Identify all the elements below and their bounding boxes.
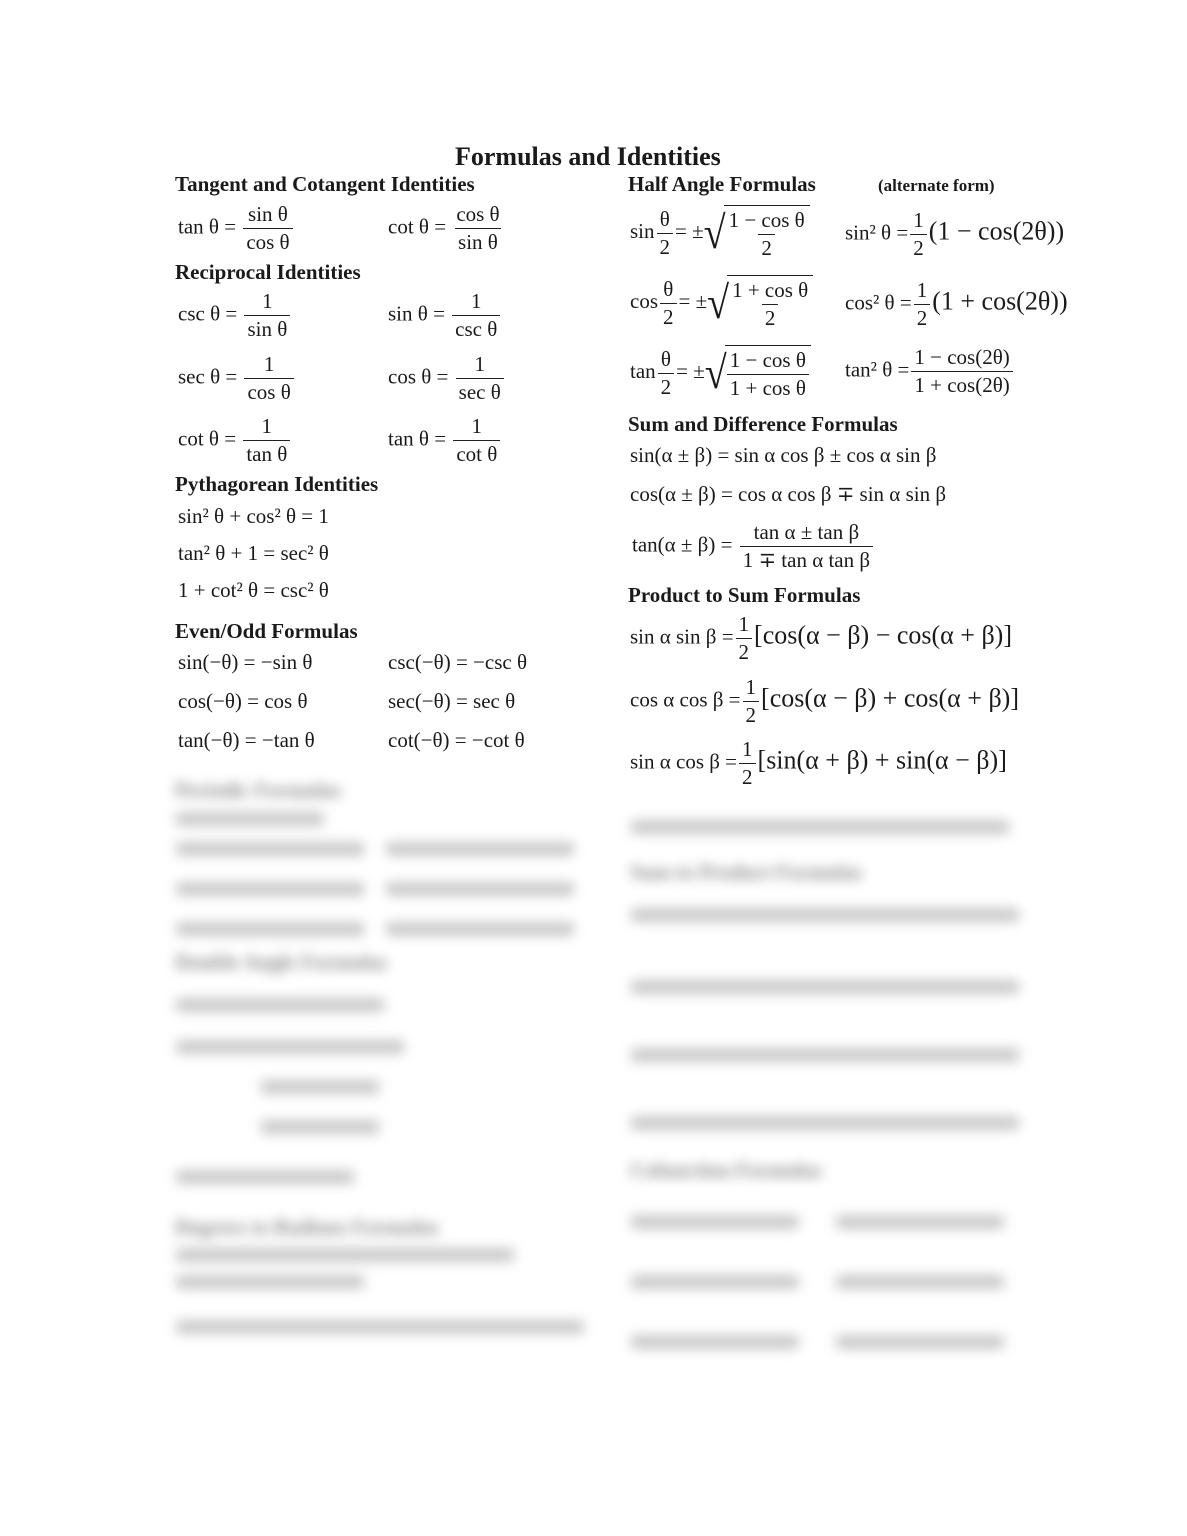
- denominator: 2: [743, 701, 760, 728]
- formula-cot-reciprocal: [178, 414, 292, 467]
- blurred-heading-degrees-radians: Degrees to Radians Formulas: [175, 1215, 439, 1239]
- numerator: 1: [471, 414, 483, 438]
- formula-lhs: cos θ =: [388, 364, 449, 389]
- denominator: cos θ: [244, 378, 293, 405]
- denominator: 2: [739, 763, 756, 790]
- denominator: 2: [910, 234, 927, 261]
- numerator: 1: [474, 352, 485, 376]
- formula-tan-quotient: [178, 202, 295, 255]
- numerator: 1: [742, 737, 753, 761]
- formula-even-odd-cos: cos(−θ) = cos θ: [178, 689, 308, 713]
- formula-lhs: cos α cos β =: [630, 687, 741, 712]
- formula-cot-quotient: [388, 202, 505, 255]
- numerator: 1: [263, 352, 275, 376]
- denominator: 1 ∓ tan α tan β: [740, 546, 873, 573]
- formula-half-angle-cos: [630, 275, 813, 331]
- numerator: θ: [659, 206, 670, 231]
- numerator: θ: [663, 276, 674, 301]
- formula-half-angle-sin: [630, 205, 810, 261]
- denominator: 2: [914, 304, 931, 331]
- formula-pythagorean-2: tan² θ + 1 = sec² θ: [178, 541, 329, 565]
- denominator: 2: [658, 373, 675, 400]
- denominator: 2: [657, 233, 674, 260]
- denominator: tan θ: [243, 440, 290, 467]
- blurred-heading-double-angle: Double Angle Formulas: [175, 950, 388, 974]
- formula-lhs: tan θ =: [388, 426, 447, 451]
- numerator: 1 + cos θ: [732, 278, 809, 302]
- formula-alt-cos-squared: [845, 278, 1068, 331]
- formula-sum-diff-sin: sin(α ± β) = sin α cos β ± cos α sin β: [630, 443, 937, 467]
- heading-product-to-sum: Product to Sum Formulas: [628, 583, 861, 607]
- plus-minus: = ±: [675, 218, 704, 243]
- denominator: 1 + cos(2θ): [911, 371, 1012, 398]
- denominator: 2: [660, 303, 677, 330]
- denominator: csc θ: [452, 315, 500, 342]
- numerator: sin θ: [248, 202, 288, 226]
- numerator: cos θ: [456, 202, 500, 226]
- formula-rhs: [cos(α − β) + cos(α + β)]: [761, 683, 1019, 713]
- numerator: 1: [916, 278, 928, 302]
- denominator: 2: [762, 304, 779, 331]
- numerator: 1: [745, 675, 757, 699]
- formula-alt-sin-squared: [845, 208, 1064, 261]
- formula-lhs: sin α cos β =: [630, 749, 738, 774]
- formula-lhs: tan θ =: [178, 214, 237, 239]
- denominator: sin θ: [455, 228, 501, 255]
- heading-pythagorean: Pythagorean Identities: [175, 472, 379, 496]
- numerator: 1: [738, 612, 750, 636]
- numerator: 1: [913, 208, 924, 232]
- blurred-heading-periodic: Periodic Formulas: [175, 778, 342, 802]
- heading-reciprocal: Reciprocal Identities: [175, 260, 361, 284]
- numerator: 1 − cos(2θ): [914, 345, 1010, 369]
- formula-even-odd-tan: tan(−θ) = −tan θ: [178, 728, 315, 752]
- denominator: sin θ: [244, 315, 290, 342]
- formula-lhs: tan(α ± β) =: [632, 532, 733, 557]
- denominator: sec θ: [456, 378, 504, 405]
- denominator: cos θ: [243, 228, 292, 255]
- cut-off-formula-region: [620, 737, 1050, 789]
- radical-icon: √: [703, 206, 726, 259]
- formula-product-sin-sin: [630, 612, 1012, 665]
- blurred-right-region: [620, 780, 1050, 1380]
- blurred-heading-cofunction: Cofunction Formulas: [630, 1158, 822, 1182]
- numerator: 1 − cos θ: [729, 348, 806, 372]
- formula-rhs: [sin(α + β) + sin(α − β)]: [757, 745, 1007, 775]
- radical-icon: √: [707, 276, 730, 329]
- formula-lhs: sin² θ =: [845, 220, 909, 245]
- function-name: sin: [630, 218, 655, 243]
- heading-tangent-cotangent: Tangent and Cotangent Identities: [175, 172, 475, 196]
- formula-pythagorean-3: 1 + cot² θ = csc² θ: [178, 578, 329, 602]
- formula-lhs: cos² θ =: [845, 290, 912, 315]
- plus-minus: = ±: [676, 358, 705, 383]
- formula-rhs: (1 − cos(2θ)): [928, 216, 1065, 246]
- formula-csc: [178, 289, 292, 342]
- formula-sec: [178, 352, 296, 405]
- denominator: cot θ: [453, 440, 500, 467]
- numerator: 1 − cos θ: [728, 208, 805, 232]
- denominator: 2: [736, 638, 753, 665]
- formula-half-angle-tan: [630, 345, 811, 401]
- formula-lhs: cot θ =: [178, 426, 237, 451]
- heading-sum-difference: Sum and Difference Formulas: [628, 412, 898, 436]
- formula-alt-tan-squared: [845, 345, 1015, 398]
- plus-minus: = ±: [678, 288, 708, 313]
- formula-lhs: sin θ =: [388, 301, 445, 326]
- formula-even-odd-cot: cot(−θ) = −cot θ: [388, 728, 525, 752]
- blurred-left-region: [170, 770, 600, 1370]
- formula-tan-reciprocal: [388, 414, 502, 467]
- page-title: Formulas and Identities: [455, 142, 721, 171]
- formula-cos-reciprocal: [388, 352, 506, 405]
- denominator: 1 + cos θ: [727, 374, 809, 401]
- formula-even-odd-sin: sin(−θ) = −sin θ: [178, 650, 313, 674]
- function-name: tan: [630, 358, 656, 383]
- denominator: 2: [758, 234, 775, 261]
- numerator: 1: [261, 414, 273, 438]
- radical-icon: √: [704, 346, 727, 399]
- formula-rhs: (1 + cos(2θ)): [932, 286, 1068, 316]
- heading-even-odd: Even/Odd Formulas: [175, 619, 358, 643]
- numerator: 1: [262, 289, 273, 313]
- formula-lhs: csc θ =: [178, 301, 238, 326]
- numerator: θ: [660, 346, 671, 371]
- numerator: tan α ± tan β: [753, 520, 860, 544]
- formula-lhs: tan² θ =: [845, 357, 910, 382]
- formula-lhs: sec θ =: [178, 364, 238, 389]
- formula-product-cos-cos: [630, 675, 1019, 728]
- formula-lhs: cot θ =: [388, 214, 447, 239]
- function-name: cos: [630, 288, 658, 313]
- formula-pythagorean-1: sin² θ + cos² θ = 1: [178, 504, 329, 528]
- formula-rhs: [cos(α − β) − cos(α + β)]: [754, 620, 1013, 650]
- numerator: 1: [470, 289, 482, 313]
- heading-half-angle: Half Angle Formulas: [628, 172, 816, 196]
- formula-sin-reciprocal: [388, 289, 502, 342]
- blurred-heading-sum-to-product: Sum to Product Formulas: [630, 860, 863, 884]
- formula-sum-diff-tan: [632, 520, 875, 573]
- formula-sum-diff-cos: cos(α ± β) = cos α cos β ∓ sin α sin β: [630, 482, 947, 506]
- formula-lhs: sin α sin β =: [630, 624, 734, 649]
- formula-even-odd-sec: sec(−θ) = sec θ: [388, 689, 516, 713]
- formula-even-odd-csc: csc(−θ) = −csc θ: [388, 650, 528, 674]
- heading-alternate-form: (alternate form): [878, 176, 995, 195]
